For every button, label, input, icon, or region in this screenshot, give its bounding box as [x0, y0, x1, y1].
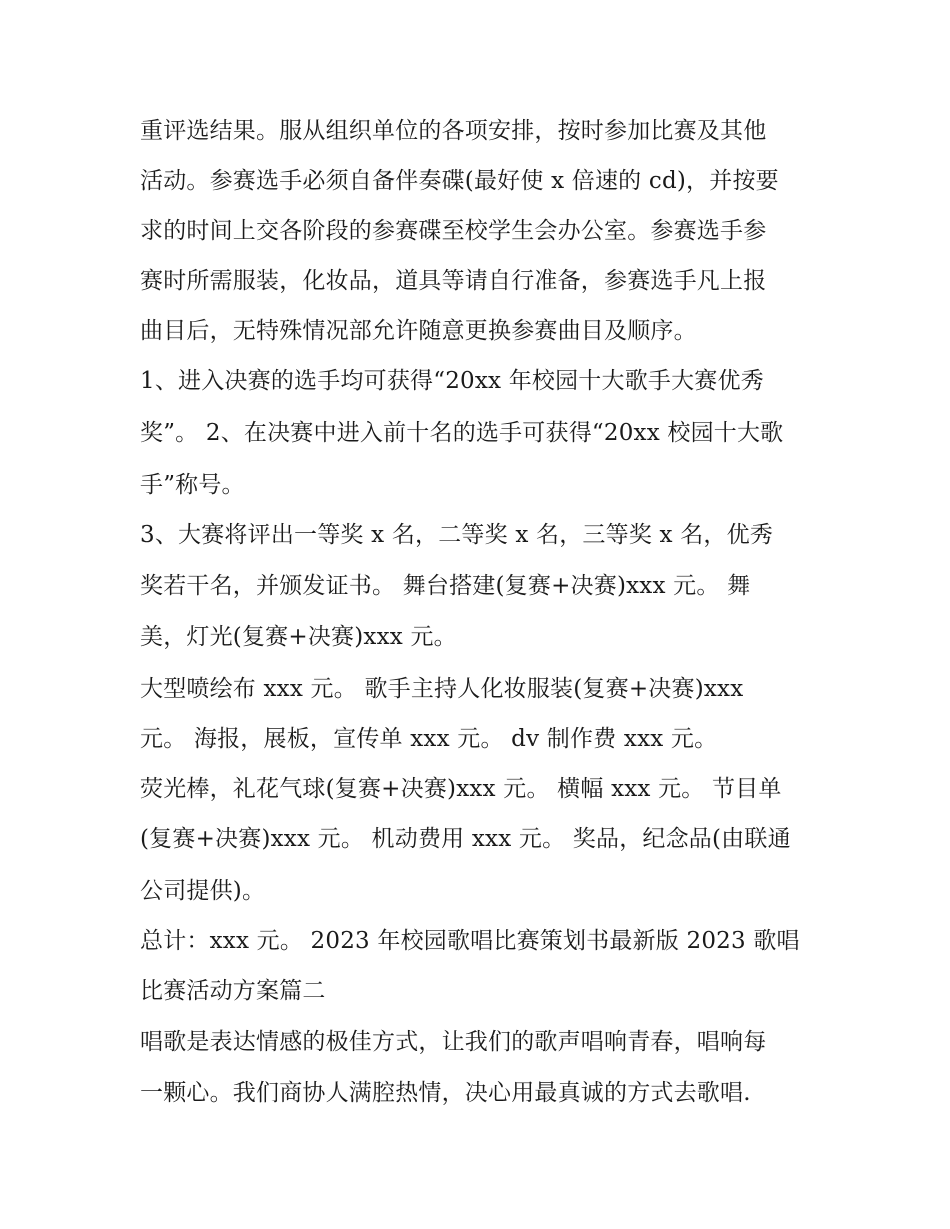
text-line: 曲目后，无特殊情况部允许随意更换参赛曲目及顺序。: [140, 318, 697, 344]
text-line: 奖”。 2、在决赛中进入前十名的选手可获得“20xx 校园十大歌: [140, 420, 784, 446]
text-line: 荧光棒，礼花气球(复赛+决赛)xxx 元。 横幅 xxx 元。 节目单: [140, 776, 782, 802]
text-line: 美，灯光(复赛+决赛)xxx 元。: [140, 624, 457, 650]
text-line: 总计：xxx 元。 2023 年校园歌唱比赛策划书最新版 2023 歌唱: [140, 928, 800, 954]
text-line: 1、进入决赛的选手均可获得“20xx 年校园十大歌手大赛优秀: [140, 368, 764, 394]
text-line: 元。 海报，展板，宣传单 xxx 元。 dv 制作费 xxx 元。: [140, 726, 718, 752]
text-line: (复赛+决赛)xxx 元。 机动费用 xxx 元。 奖品，纪念品(由联通: [140, 826, 791, 852]
text-line: 奖若干名，并颁发证书。 舞台搭建(复赛+决赛)xxx 元。 舞: [140, 573, 751, 599]
text-line: 唱歌是表达情感的极佳方式，让我们的歌声唱响青春，唱响每: [140, 1029, 767, 1055]
text-line: 3、大赛将评出一等奖 x 名，二等奖 x 名，三等奖 x 名，优秀: [140, 522, 774, 548]
text-line: 活动。参赛选手必须自备伴奏碟(最好使 x 倍速的 cd)，并按要: [140, 168, 779, 194]
text-line: 公司提供)。: [140, 878, 266, 904]
text-line: 手”称号。: [140, 472, 245, 498]
text-line: 赛时所需服装，化妆品，道具等请自行准备，参赛选手凡上报: [140, 268, 767, 294]
text-line: 一颗心。我们商协人满腔热情，决心用最真诚的方式去歌唱.: [140, 1080, 751, 1106]
text-line: 重评选结果。服从组织单位的各项安排，按时参加比赛及其他: [140, 118, 767, 144]
text-line: 大型喷绘布 xxx 元。 歌手主持人化妆服装(复赛+决赛)xxx: [140, 676, 744, 702]
text-line: 求的时间上交各阶段的参赛碟至校学生会办公室。参赛选手参: [140, 218, 767, 244]
text-line: 比赛活动方案篇二: [140, 978, 326, 1004]
